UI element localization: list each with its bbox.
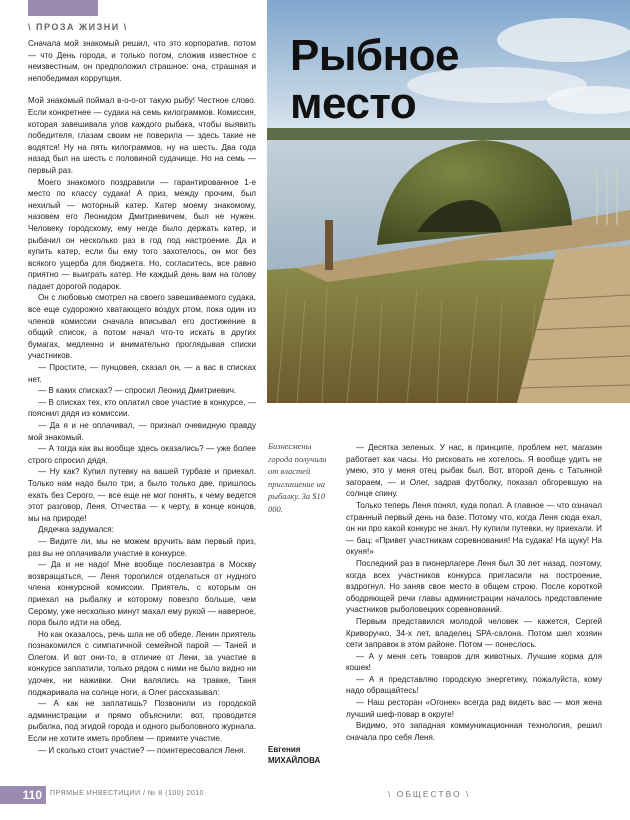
far-shore <box>267 128 630 140</box>
article-column-right <box>346 442 602 743</box>
author-byline <box>268 744 320 766</box>
publication-name: ПРЯМЫЕ ИНВЕСТИЦИИ / № 8 (100) 2010 <box>50 790 205 797</box>
paragraph: Первым представился молодой человек — кажется, Сергей Криворучко, 34-х лет, владелец SPA-салона. Потом шел хозяин сети заправок в этом районе. Потом — понеслось. <box>346 616 602 650</box>
paragraph: — В списках тех, кто оплатил свое участие в конкурсе, — пояснил дядя из комиссии. <box>28 397 256 419</box>
paragraph: Он с любовью смотрел на своего завешиваемого судака, все еще судорожно хватающего воздух ртом, пока один из членов комиссии сначала вписывал его достижение в общий список, а потом начал что-то искать в других бумагах, медленно и внимательно проглядывая списки участников. <box>28 293 256 361</box>
article-column-left <box>28 38 256 756</box>
paragraph: — Простите, — пунцовея, сказал он, — а вас в списках нет. <box>28 363 256 384</box>
paragraph: — Видите ли, мы не можем вручить вам первый приз, раз вы не оплачивали участие в конкурсе. <box>28 536 256 558</box>
title-line-1: Рыбное <box>290 31 460 80</box>
paragraph: Мой знакомый поймал в-о-о-от такую рыбу! Честное слово. Если конкретнее — судака на семь килограммов. Комиссия, которая завешивала улов каждого рыбака, чтобы выявить победителя, глазам своим не поверила — здесь такие не водятся! Ну на пять килограммов, ну на шесть. Два года назад был на шесть с половиной судачище. Но на семь — первый раз. <box>28 96 256 175</box>
paragraph: — Ну как? Купил путевку на вашей турбазе и приехал. Только нам надо было три, а было только две, пришлось ехать без Серого, — все еще не мог понять, к чему ведется этот разговор, Леня. Отчества — к черту, в конце концов, мы на природе! <box>28 467 256 523</box>
paragraph: — Да и не надо! Мне вообще послезавтра в Москву возвращаться, — Леня торопился отделаться от нудного члена конкурсной комиссии. Приятель, с которым он приехал на рыбалку и которому повезло больше, чем Серому, уже несколько минут махал ему рукой — наверное, пора было идти на обед. <box>28 560 256 628</box>
page-number: 110 <box>0 786 46 804</box>
paragraph: — И сколько стоит участие? — поинтересовался Леня. <box>38 745 246 755</box>
paragraph: — Наш ресторан «Огонек» всегда рад видеть вас — моя жена лучший шеф-повар в округе! <box>346 698 602 719</box>
author-last-name: МИХАЙЛОВА <box>268 756 321 765</box>
paragraph: — А тогда как вы вообще здесь оказались? — уже более строго спросил дядя. <box>28 444 256 465</box>
footer-section-label: \ ОБЩЕСТВО \ <box>388 789 471 799</box>
section-label: \ ПРОЗА ЖИЗНИ \ <box>28 22 128 32</box>
photo-caption: Бизнесмены города получили от властей приглашение на рыбалку. За $10 000. <box>268 441 327 514</box>
paragraph: — А у меня сеть товаров для животных. Лучшие корма для кошек! <box>346 651 602 673</box>
article-title <box>290 32 459 128</box>
paragraph: Но как оказалось, речь шла не об обеде. Ленин приятель познакомился с симпатичной семейной парой — Таней и Олегом. И вот они-то, в отличие от Лени, за участие в конкурсе заплатили, только рядом с ними не было видно ни удочек, ни наживки. Они валялись на травке, Таня поджаривала на солнце ноги, а Олег рассказывал: <box>28 629 256 697</box>
paragraph: Сначала мой знакомый решил, что это корпоратив, потом — что День города, и только потом, сложив известное с неизвестным, он предположил страшное: она, страшная и непобедимая коррупция. <box>28 39 256 83</box>
paragraph: Моего знакомого поздравили — гарантированное 1-е место по классу судака! А приз, между прочим, был нехилый — моторный катер. Катер моему знакомому, назовем его Леонидом Дмитриевичем, был не нужен. Человеку городскому, ему негде было держать катер, и рыбачил он несколько раз в год под настроение. Да и купить катер, если бы ему того захотелось, он мог без всякого ущерба для бюджета. Но, согласитесь, все равно приятно — выиграть катер. Не каждый день вам на голову падает дорогой подарок. <box>28 177 256 291</box>
section-color-bar <box>28 0 98 16</box>
paragraph: Последний раз в пионерлагере Леня был 30 лет назад, поэтому, когда всех участников конкурса пригласили на построение, вздрогнул. Но заняв свое место в общем строю. После короткой ободряющей речи главы администрации началось представление участников рыболовецких соревнований. <box>346 558 602 615</box>
paragraph: — В каких списках? — спросил Леонид Дмитриевич. <box>38 386 237 396</box>
paragraph: Видимо, это западная коммуникационная технология, решил сначала про себя Леня. <box>346 721 602 742</box>
title-line-2: место <box>290 79 417 128</box>
paragraph: Дядечка задумался: <box>38 525 114 535</box>
paragraph: Только теперь Леня понял, куда попал. А главное — что означал странный первый день на базе. Потому что, когда Леня сюда ехал, он ни про какой конкурс не знал. Ну купили путевки, ну приехали. И — бац: «Привет участникам соревнования! На судака! На щуку! На окуня!» <box>346 500 602 557</box>
paragraph: — А я представляю городскую энергетику, пожалуйста, кому надо обращайтесь! <box>346 674 602 696</box>
paragraph: — А как не заплатишь? Позвонили из городской администрации и прямо объяснили: вот, проводится рыбалка, под эгидой города и одного рыболовного журнала. Если не хотите иметь проблем — примите участие. <box>28 699 256 744</box>
author-first-name: Евгения <box>268 745 301 754</box>
paragraph: — Десятка зеленых. У нас, в принципе, проблем нет, магазин работает как часы. Но рисковать не хотелось. Я вообще удить не умею, это у меня отец рыбак был. Вот, второй день с Татьяной загораем, — и Олег, задрав футболку, показал обгоревшую на солнце спину. <box>346 443 602 499</box>
paragraph: — Да я и не оплачивал, — признал очевидную правду мой знакомый. <box>28 421 256 442</box>
